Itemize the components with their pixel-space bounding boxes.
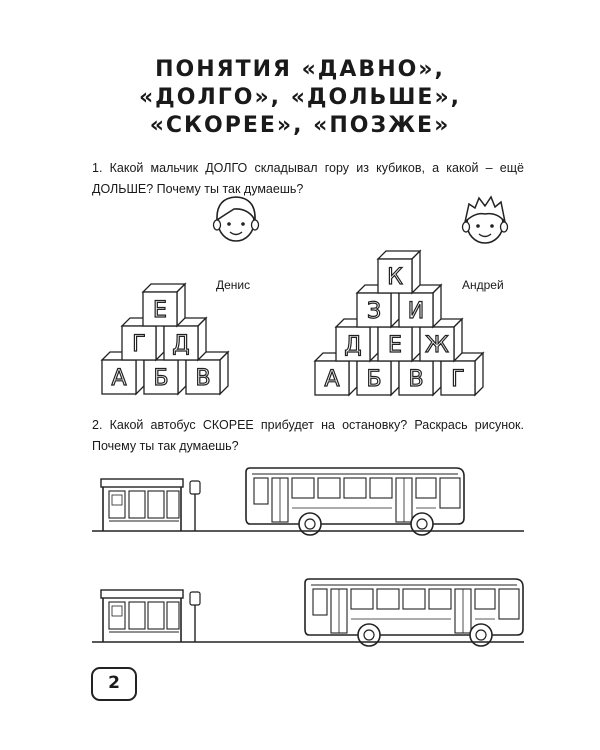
cube-letter: Е: [388, 333, 402, 358]
cube-letter: Ж: [425, 333, 449, 358]
page-number: 2: [91, 667, 137, 701]
cube-letter: Д: [172, 332, 190, 357]
cube-letter: А: [324, 367, 340, 392]
title-line-1: ПОНЯТИЯ «ДАВНО»,: [155, 57, 445, 82]
cube-letter: В: [195, 366, 211, 391]
cube-letter: З: [366, 299, 382, 324]
scene-bus-far: [92, 579, 524, 646]
title-line-3: «СКОРЕЕ», «ПОЗЖЕ»: [149, 113, 451, 138]
cube-letter: К: [387, 265, 403, 290]
title-line-2: «ДОЛГО», «ДОЛЬШЕ»,: [138, 85, 462, 110]
cube-letter: Б: [153, 366, 169, 391]
boy-andrey-face: [463, 197, 508, 243]
task-1-question: 1. Какой мальчик ДОЛГО складывал гору из кубиков, а какой – ещё ДОЛЬШЕ? Почему ты так думаешь?: [92, 161, 524, 196]
cube-letter: В: [408, 367, 424, 392]
cube-letter: Г: [132, 332, 146, 357]
cube-letter: Д: [344, 333, 362, 358]
boy-denis-face: [214, 197, 259, 241]
cube-letter: И: [407, 299, 425, 324]
task-2-question: 2. Какой автобус СКОРЕЕ прибудет на остановку? Раскрась рисунок. Почему ты так думаешь?: [92, 418, 524, 453]
cube-letter: А: [111, 366, 127, 391]
cube-letter: Б: [366, 367, 382, 392]
cube-letter: Е: [153, 298, 167, 323]
boy-1-name: Денис: [216, 278, 251, 292]
boy-2-name: Андрей: [462, 278, 504, 292]
scene-bus-near: [92, 468, 524, 535]
cube-letter: Г: [451, 367, 465, 392]
